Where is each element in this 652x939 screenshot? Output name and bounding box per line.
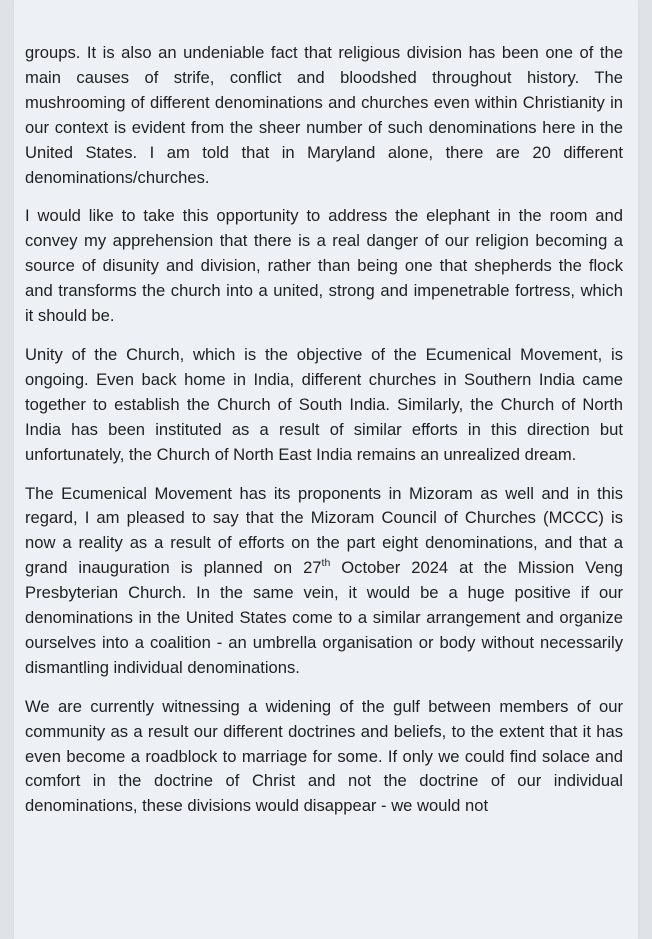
document-page: [14, 0, 638, 939]
paragraph-4: [25, 482, 623, 681]
ordinal-superscript: th: [321, 556, 331, 569]
paragraph-1: groups. It is also an undeniable fact that religious division has been one of the main causes of strife, conflict and bloodshed throughout history. The mushrooming of different denominations and churches even within Christianity in our context is evident from the sheer number of such denominations here in the United States. I am told that in Maryland alone, there are 20 different denominations/churches.: [25, 43, 623, 187]
paragraph-4-part-1: The Ecumenical Movement has its proponents in Mizoram as well and in this regard, I am pleased to say that the Mizoram Council of Churches (MCCC) is now a reality as a result of efforts on the part eight denominations, and that a grand inauguration is planned on 27: [25, 483, 623, 578]
paragraph-2: I would like to take this opportunity to address the elephant in the room and convey my apprehension that there is a real danger of our religion becoming a source of disunity and division, rather than being one that shepherds the flock and transforms the church into a united, strong and impenetrable fortress, which it should be.: [25, 206, 623, 326]
document-body: [25, 41, 623, 833]
paragraph-4-part-2: October 2024 at the Mission Veng Presbyterian Church. In the same vein, it would be a huge positive if our denominations in the United States come to a similar arrangement and organize ourselves into a coalition - an umbrella organisation or body without necessarily dismantling individual denominations.: [25, 558, 623, 677]
paragraph-5: We are currently witnessing a widening of the gulf between members of our community as a result our different doctrines and beliefs, to the extent that it has even become a roadblock to marriage for some. If only we could find solace and comfort in the doctrine of Christ and not the doctrine of our individual denominations, these divisions would disappear - we would not: [25, 696, 623, 816]
page-bottom-margin: [0, 880, 652, 939]
paragraph-3: Unity of the Church, which is the objective of the Ecumenical Movement, is ongoing. Even back home in India, different churches in Southern India came together to establish the Church of South India. Similarly, the Church of North India has been instituted as a result of similar efforts in this direction but unfortunately, the Church of North East India remains an unrealized dream.: [25, 344, 623, 464]
